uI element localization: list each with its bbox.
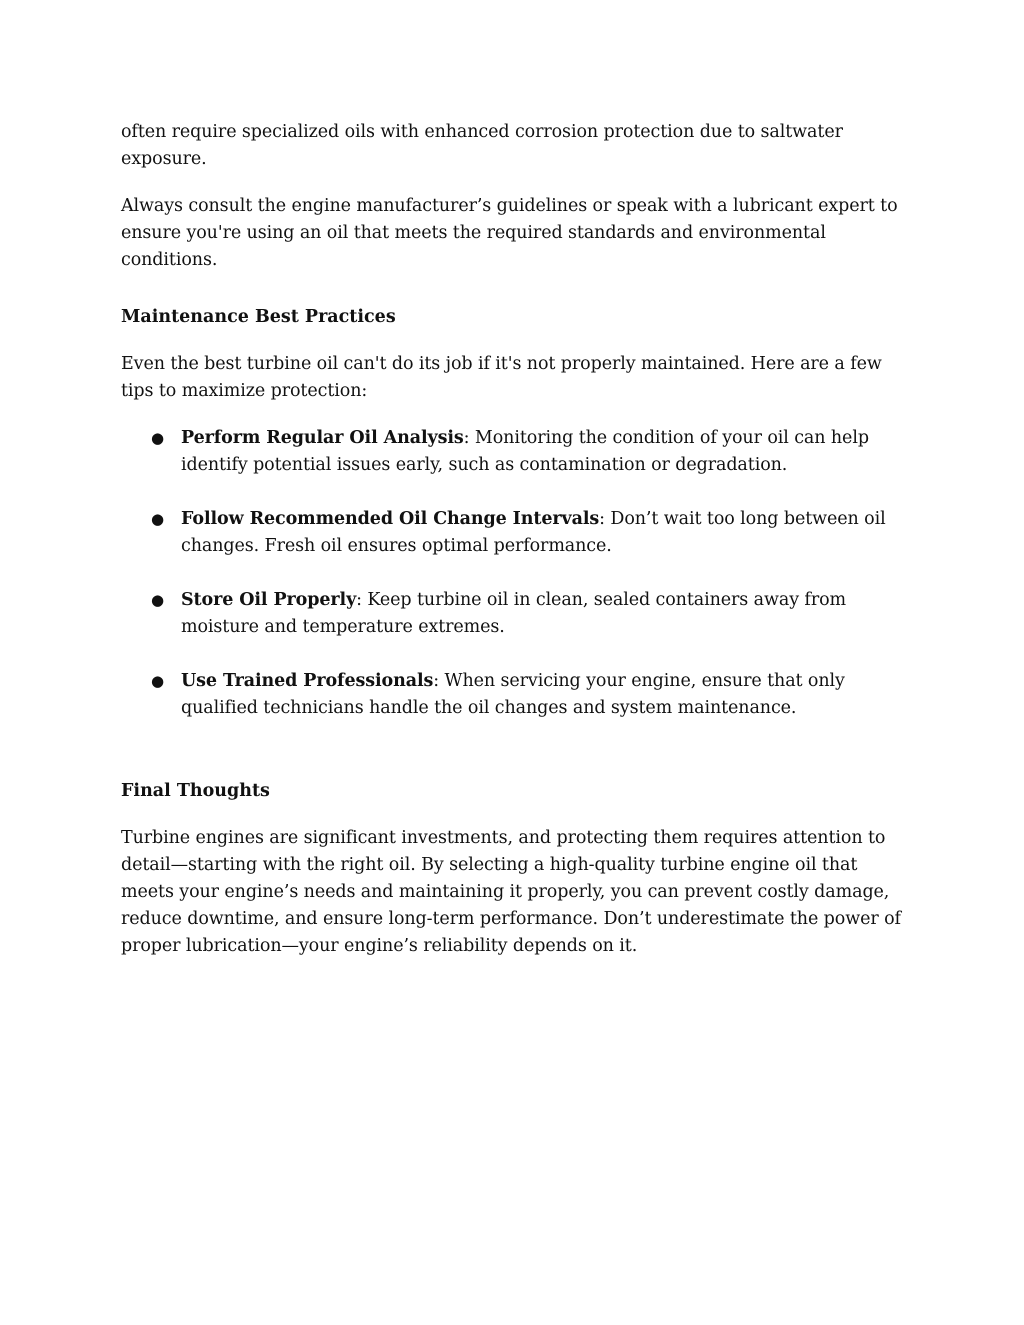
consult-paragraph: Always consult the engine manufacturer’s guidelines or speak with a lubricant expert to ensure you're using an oil that meets the required standards and environmental conditions.	[121, 196, 898, 270]
tips-list	[121, 425, 911, 722]
final-thoughts-paragraph: Turbine engines are significant investments, and protecting them requires attention to detail—starting with the right oil. By selecting a high-quality turbine engine oil that meets your engine’s needs and maintaining it properly, you can prevent costly damage, reduce downtime, and ensure long-term performance. Don’t underestimate the power of proper lubrication—your engine’s reliability depends on it.	[121, 828, 901, 956]
bullet-icon: ●	[151, 672, 164, 690]
bullet-icon: ●	[151, 591, 164, 609]
tip-title: Store Oil Properly	[181, 590, 357, 610]
list-item	[121, 668, 911, 722]
list-item	[121, 587, 911, 641]
tip-text: : Keep turbine oil in clean, sealed containers away from moisture and temperature extremes.	[181, 590, 847, 637]
tip-text: : Monitoring the condition of your oil can help identify potential issues early, such as contamination or degradation.	[181, 428, 869, 475]
list-item	[121, 506, 911, 560]
list-item	[121, 425, 911, 479]
tip-title: Use Trained Professionals	[181, 671, 434, 691]
document-page	[121, 119, 911, 960]
bullet-icon: ●	[151, 429, 164, 447]
tip-text: : Don’t wait too long between oil changes. Fresh oil ensures optimal performance.	[181, 509, 886, 556]
tip-text: : When servicing your engine, ensure that only qualified technicians handle the oil changes and system maintenance.	[181, 671, 845, 718]
continued-paragraph: often require specialized oils with enhanced corrosion protection due to saltwater exposure.	[121, 122, 843, 169]
final-thoughts-heading: Final Thoughts	[121, 781, 270, 801]
bullet-icon: ●	[151, 510, 164, 528]
tip-title: Follow Recommended Oil Change Intervals	[181, 509, 600, 529]
maintenance-intro: Even the best turbine oil can't do its job if it's not properly maintained. Here are a few tips to maximize protection:	[121, 354, 882, 401]
maintenance-heading: Maintenance Best Practices	[121, 307, 396, 327]
tip-title: Perform Regular Oil Analysis	[181, 428, 464, 448]
